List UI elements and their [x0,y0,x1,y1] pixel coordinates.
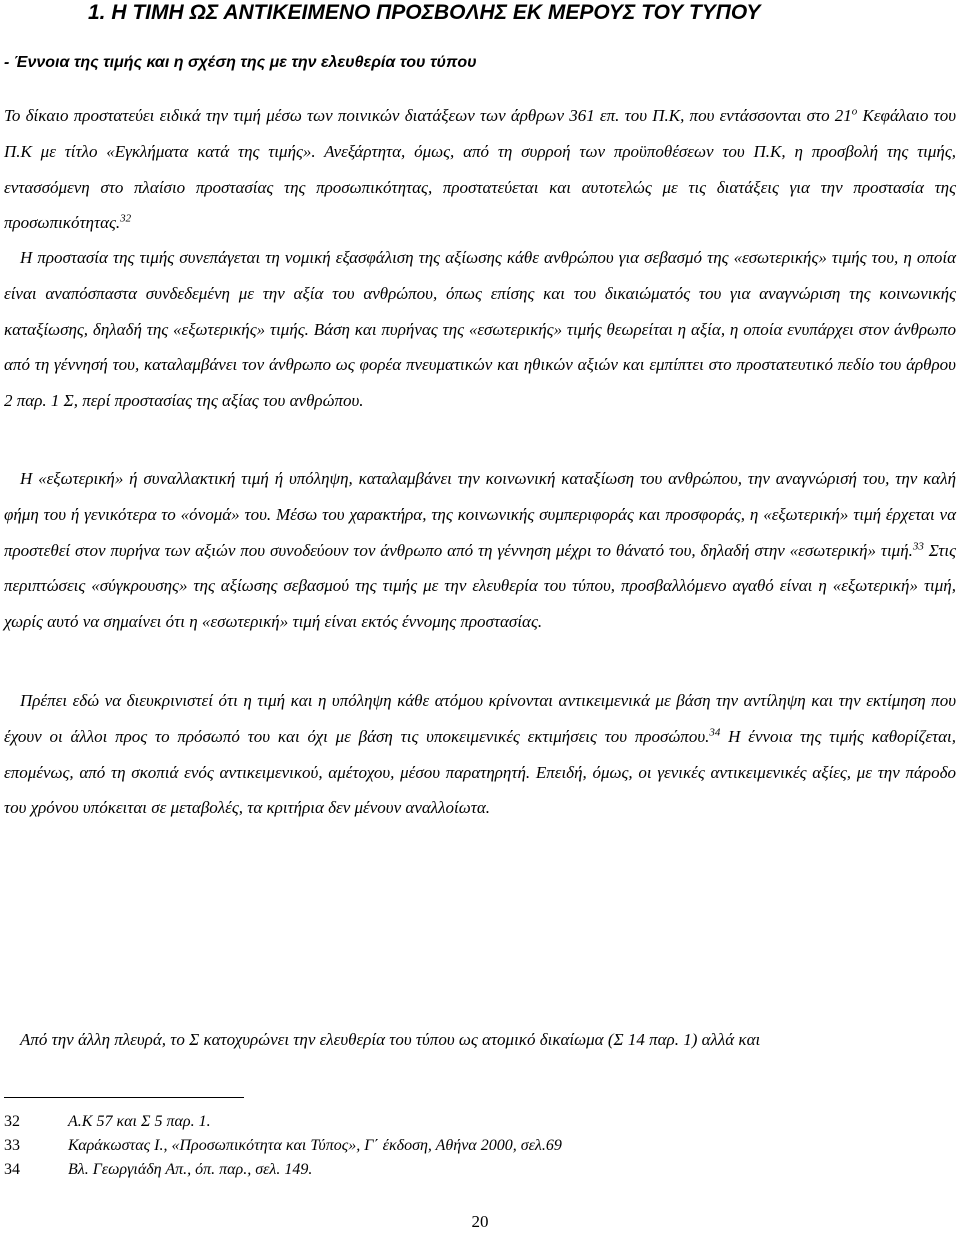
paragraph-1-text-a: Το δίκαιο προστατεύει ειδικά την τιμή μέσω των ποινικών διατάξεων των άρθρων 361 επ. του Π.Κ, που εντάσσονται στο 21 [4,106,852,125]
paragraph-3-text-b: Στις περιπτώσεις «σύγκρουσης» της αξίωσης σεβασμού της τιμής με την ελευθερία του τύπου, προσβαλλόμενο αγαθό είναι η «εξωτερική» τιμή, χωρίς αυτό να σημαίνει ότι η «εσωτερική» τιμή είναι εκτός έννομης προστασίας. [4,540,956,632]
footnote-number: 33 [4,1137,20,1154]
footnote-ref-34: 34 [709,726,721,739]
section-subheading: - Έννοια της τιμής και η σχέση της με την ελευθερία του τύπου [4,54,477,71]
paragraph-1-text-b: Κεφάλαιο του Π.Κ με τίτλο «Εγκλήματα κατά της τιμής». Ανεξάρτητα, όμως, από τη συρροή των προϋποθέσεων του Π.Κ, η προσβολή της τιμής, εντασσόμενη στο πλαίσιο προστασίας της προσωπικότητας, προστατεύεται και αυτοτελώς με τις διατάξεις για την προστασία της προσωπικότητας. [4,106,956,233]
footnote-number: 32 [4,1113,20,1130]
footnote-number: 34 [4,1161,20,1178]
section-heading: 1. Η ΤΙΜΗ ΩΣ ΑΝΤΙΚΕΙΜΕΝΟ ΠΡΟΣΒΟΛΗΣ ΕΚ ΜΕΡΟΥΣ ΤΟΥ ΤΥΠΟΥ [88,1,761,24]
footnote-text: Καράκωστας Ι., «Προσωπικότητα και Τύπος», Γ΄ έκδοση, Αθήνα 2000, σελ.69 [68,1137,562,1154]
paragraph-4-text-a: Πρέπει εδώ να διευκρινιστεί ότι η τιμή και η υπόληψη κάθε ατόμου κρίνονται αντικειμενικά με βάση την αντίληψη και την εκτίμηση που έχουν οι άλλοι προς το πρόσωπό του και όχι με βάση τις υποκειμενικές εκτιμήσεις του προσώπου. [4,691,956,746]
ordinal-superscript: ο [851,105,858,118]
footnote-text: Βλ. Γεωργιάδη Απ., όπ. παρ., σελ. 149. [68,1161,313,1178]
paragraph-3 [4,461,956,640]
paragraph-5: Από την άλλη πλευρά, το Σ κατοχυρώνει την ελευθερία του τύπου ως ατομικό δικαίωμα (Σ 14 παρ. 1) αλλά και [20,1030,761,1049]
footnote-item [4,1158,944,1182]
paragraph-2: Η προστασία της τιμής συνεπάγεται τη νομική εξασφάλιση της αξίωσης κάθε ανθρώπου για σεβασμό της «εσωτερικής» τιμής του, η οποία είναι αναπόσπαστα συνδεδεμένη με την αξία του ανθρώπου, όπως επίσης και του δικαιώματός του για αναγνώριση της κοινωνικής καταξίωσης, δηλαδή της «εξωτερικής» τιμής. Βάση και πυρήνας της «εσωτερικής» τιμής θεωρείται η αξία, η οποία ενυπάρχει στον άνθρωπο από τη γέννησή του, καταλαμβάνει τον άνθρωπο ως φορέα πνευματικών και ηθικών αξιών και εμπίπτει στο προστατευτικό πεδίο του άρθρου 2 παρ. 1 Σ, περί προστασίας της αξίας του ανθρώπου. [4,248,956,411]
paragraph-3-text-a: Η «εξωτερική» ή συναλλακτική τιμή ή υπόληψη, καταλαμβάνει την κοινωνική καταξίωση του ανθρώπου, την αναγνώρισή του, την καλή φήμη του ή γενικότερα το «όνομά» του. Μέσω του χαρακτήρα, της κοινωνικής συμπεριφοράς και προσφοράς, η «εξωτερική» τιμή έρχεται να προστεθεί στον πυρήνα των αξιών που συνοδεύουν τον άνθρωπο από τη γέννηση μέχρι το θάνατό του, δηλαδή στην «εσωτερική» τιμή. [4,469,956,560]
footnote-item [4,1110,944,1134]
paragraph-4-text-b: Η έννοια της τιμής καθορίζεται, επομένως, από τη σκοπιά ενός αντικειμενικού, αμέτοχου, μέσου παρατηρητή. Επειδή, όμως, οι γενικές αντικειμενικές αξίες, με την πάροδο του χρόνου υπόκειται σε μεταβολές, τα κριτήρια δεν μένουν αναλλοίωτα. [4,726,957,818]
footnote-separator [4,1097,244,1098]
footnote-ref-33: 33 [912,539,924,552]
footnotes [4,1110,944,1182]
page-number: 20 [471,1212,489,1231]
footnote-text: Α.Κ 57 και Σ 5 παρ. 1. [68,1113,211,1130]
footnote-item [4,1134,944,1158]
footnote-ref-32: 32 [120,212,132,225]
paragraph-1 [4,98,956,241]
paragraph-4 [4,683,956,826]
